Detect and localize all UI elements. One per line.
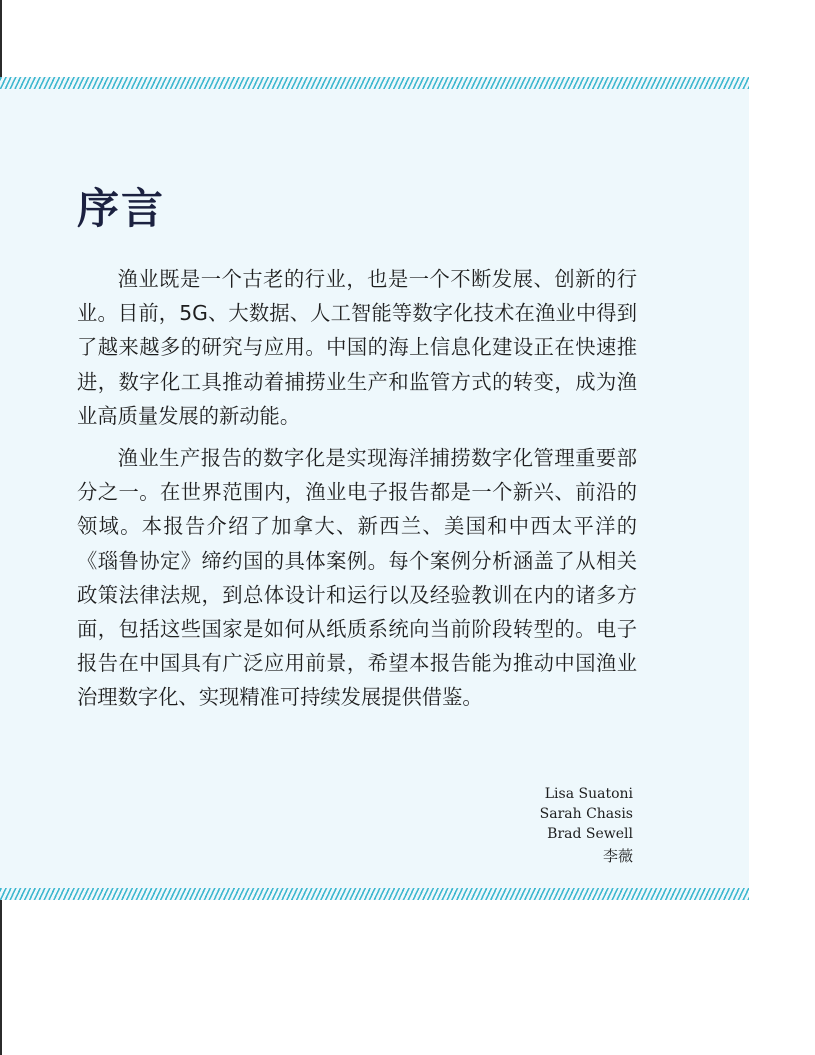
- paragraph: 渔业既是一个古老的行业，也是一个不断发展、创新的行业。目前，5G、大数据、人工智能等数字化技术在渔业中得到了越来越多的研究与应用。中国的海上信息化建设正在快速推进，数字化工具推动着捕捞业生产和监管方式的转变，成为渔业高质量发展的新动能。: [77, 267, 637, 428]
- preface-body: [77, 262, 637, 723]
- bottom-hatch-border: [0, 888, 749, 900]
- author-list: [540, 784, 633, 868]
- paragraph: 渔业生产报告的数字化是实现海洋捕捞数字化管理重要部分之一。在世界范围内，渔业电子报告都是一个新兴、前沿的领域。本报告介绍了加拿大、新西兰、美国和中西太平洋的《瑙鲁协定》缔约国的具体案例。每个案例分析涵盖了从相关政策法律法规，到总体设计和运行以及经验教训在内的诸多方面，包括这些国家是如何从纸质系统向当前阶段转型的。电子报告在中国具有广泛应用前景，希望本报告能为推动中国渔业治理数字化、实现精准可持续发展提供借鉴。: [77, 446, 637, 710]
- author-name: Lisa Suatoni: [544, 786, 633, 802]
- author-name: 李薇: [602, 847, 633, 865]
- author-name: Sarah Chasis: [539, 806, 633, 822]
- top-hatch-border: [0, 77, 749, 89]
- author-name: Brad Sewell: [547, 826, 633, 842]
- preface-heading: 序言: [77, 184, 166, 233]
